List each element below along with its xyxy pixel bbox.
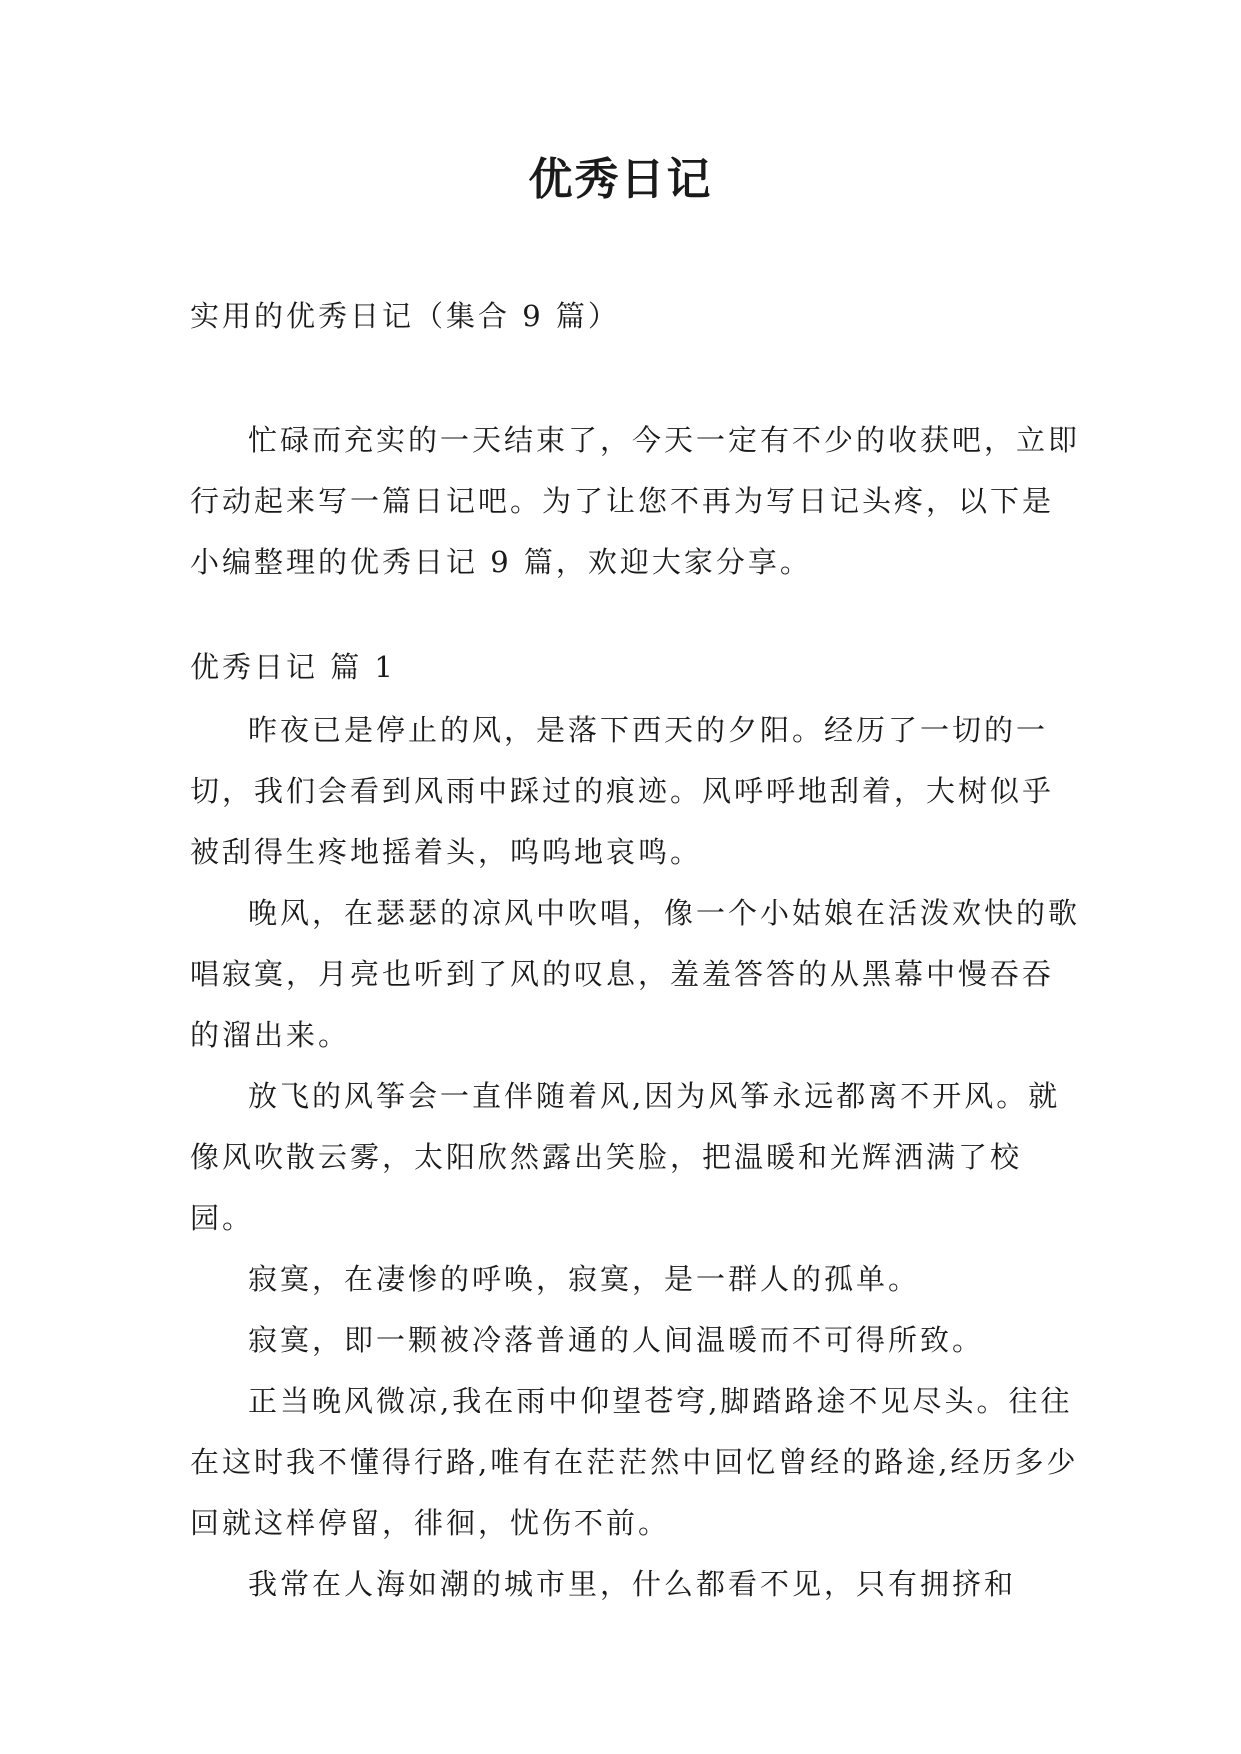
body-paragraph: 我常在人海如潮的城市里，什么都看不见，只有拥挤和 [248,1567,1017,1601]
page-title: 优秀日记 [528,154,713,205]
body-paragraph: 寂寞，在凄惨的呼唤，寂寞，是一群人的孤单。 [248,1262,921,1296]
section-heading: 优秀日记 篇 1 [190,650,396,684]
intro-paragraph-block [190,410,1080,593]
body-paragraph: 寂寞，即一颗被冷落普通的人间温暖而不可得所致。 [248,1323,985,1357]
body-paragraph: 正当晚风微凉,我在雨中仰望苍穹,脚踏路途不见尽头。往往在这时我不懂得行路,唯有在茫茫然中回忆曾经的路途,经历多少回就这样停留，徘徊，忧伤不前。 [190,1384,1079,1540]
intro-paragraph: 忙碌而充实的一天结束了，今天一定有不少的收获吧，立即行动起来写一篇日记吧。为了让您不再为写日记头疼，以下是小编整理的优秀日记 9 篇，欢迎大家分享。 [190,423,1081,579]
body-paragraph: 放飞的风筝会一直伴随着风,因为风筝永远都离不开风。就像风吹散云雾，太阳欣然露出笑脸，把温暖和光辉洒满了校园。 [190,1079,1061,1235]
document-subtitle: 实用的优秀日记（集合 9 篇） [190,299,620,333]
diary-body [190,700,1080,1615]
body-paragraph: 晚风，在瑟瑟的凉风中吹唱，像一个小姑娘在活泼欢快的歌唱寂寞，月亮也听到了风的叹息，羞羞答答的从黑幕中慢吞吞的溜出来。 [190,896,1081,1052]
body-paragraph: 昨夜已是停止的风，是落下西天的夕阳。经历了一切的一切，我们会看到风雨中踩过的痕迹。风呼呼地刮着，大树似乎被刮得生疼地摇着头，呜呜地哀鸣。 [190,713,1055,869]
